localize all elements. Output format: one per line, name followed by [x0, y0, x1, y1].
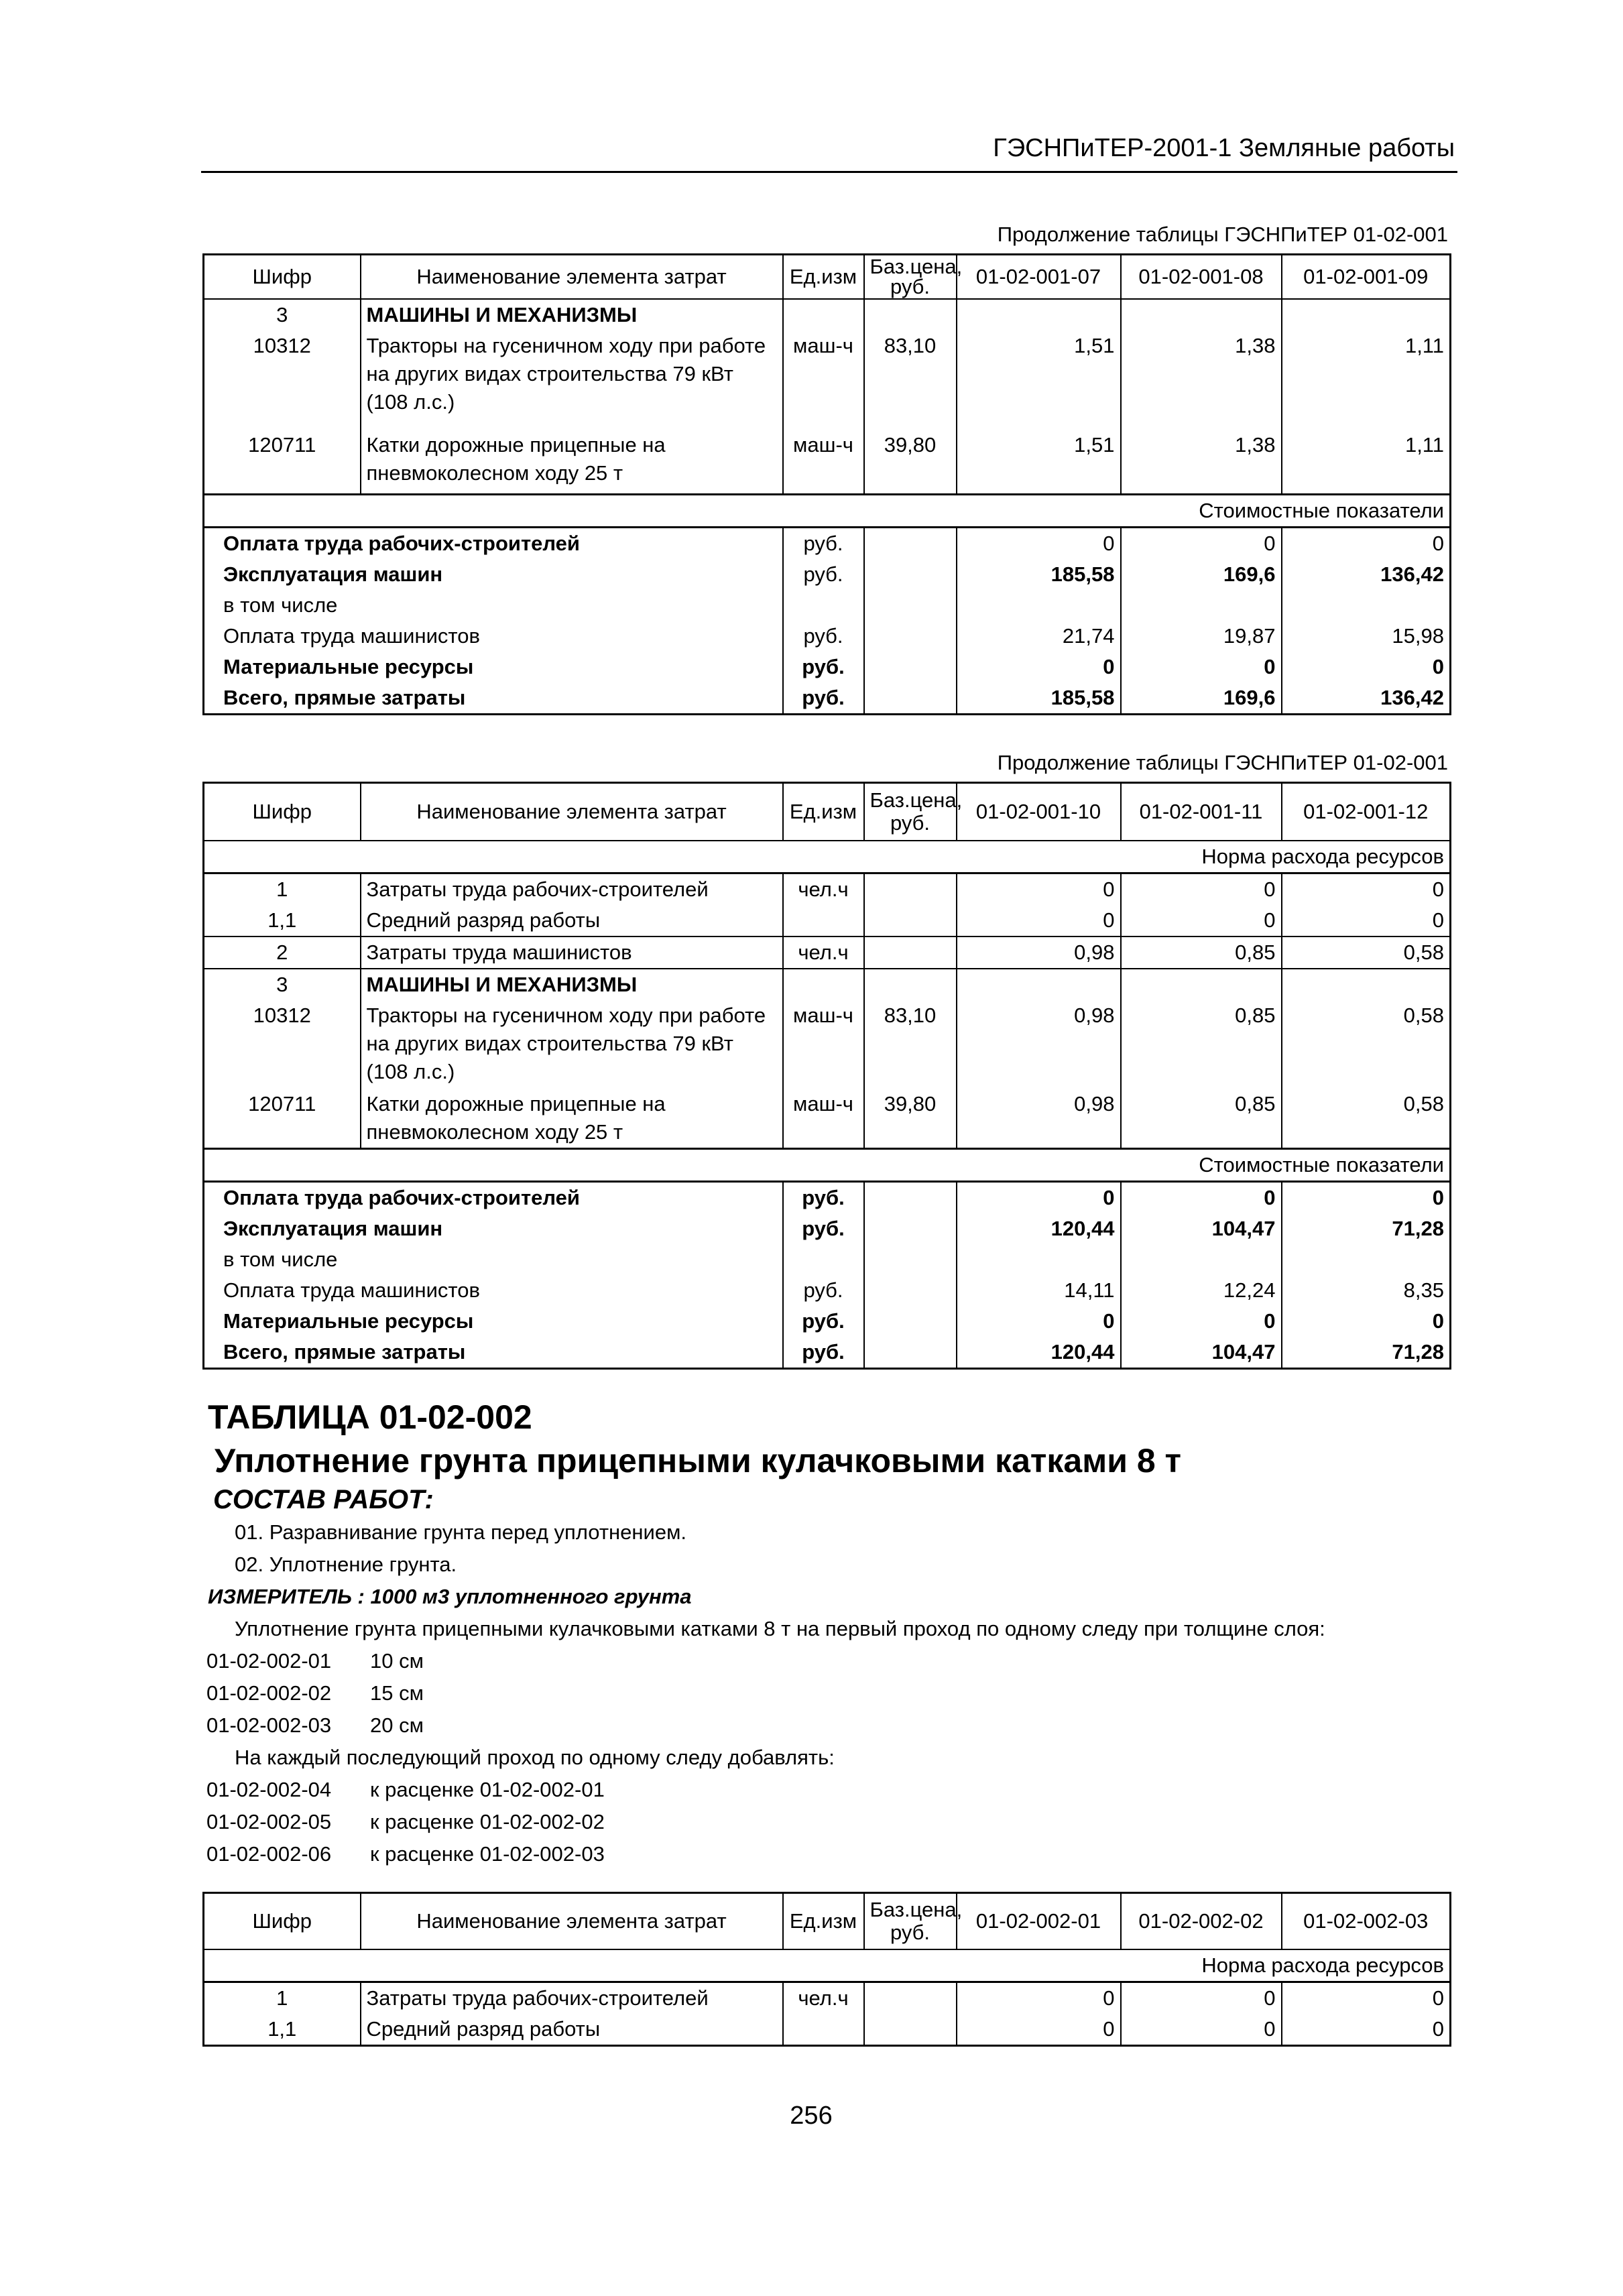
cost-value: 0	[1282, 527, 1451, 559]
cost-value	[1121, 1244, 1282, 1275]
row-code: 1	[204, 1982, 361, 2014]
row-unit	[783, 299, 864, 330]
table-row	[204, 1275, 1451, 1306]
row-value	[1121, 299, 1282, 330]
col-name-header: Наименование элемента затрат	[361, 1893, 783, 1949]
cost-name: Всего, прямые затраты	[223, 1339, 466, 1364]
table2	[202, 782, 1451, 1370]
cost-value: 136,42	[1380, 685, 1444, 709]
row-price	[864, 873, 957, 905]
table2-continuation: Продолжение таблицы ГЭСНПиТЕР 01-02-001	[997, 751, 1448, 774]
cost-unit	[783, 1244, 864, 1275]
row-value: 0,85	[1121, 936, 1282, 969]
cost-value	[957, 590, 1121, 621]
cost-value: 0	[957, 527, 1121, 559]
cost-value: 185,58	[957, 682, 1121, 715]
row-name: Тракторы на гусеничном ходу при работе на других видах строительства 79 кВт (108 л.с.)	[361, 1000, 783, 1089]
row-value: 1,51	[957, 430, 1121, 494]
norm-section-header: Норма расхода ресурсов	[204, 1949, 1451, 1982]
table-row	[204, 1244, 1451, 1275]
row-code: 3	[204, 299, 361, 330]
work-composition-heading: СОСТАВ РАБОТ:	[213, 1485, 434, 1514]
description: На каждый последующий проход по одному следу добавлять:	[235, 1746, 835, 1769]
item-text: к расценке 01-02-002-02	[370, 1810, 605, 1833]
cost-value: 0	[957, 1181, 1121, 1213]
col-price-header: Баз.цена, руб.	[864, 255, 957, 300]
row-name: Затраты труда машинистов	[361, 936, 783, 969]
table3	[202, 1892, 1451, 2047]
row-value: 0	[1121, 873, 1282, 905]
row-price	[864, 969, 957, 1000]
row-value: 0	[1121, 2014, 1282, 2046]
col-code-header: Шифр	[204, 255, 361, 300]
item-text: к расценке 01-02-002-01	[370, 1778, 605, 1801]
col-rate-header: 01-02-001-08	[1121, 255, 1282, 300]
row-code: 120711	[204, 1089, 361, 1149]
table-row	[204, 905, 1451, 936]
cost-name: Материальные ресурсы	[223, 1309, 474, 1333]
row-unit	[783, 969, 864, 1000]
cost-value: 12,24	[1121, 1275, 1282, 1306]
cost-value: 0	[1121, 652, 1282, 682]
table-row	[204, 559, 1451, 590]
col-name-header: Наименование элемента затрат	[361, 783, 783, 841]
table-row	[204, 936, 1451, 969]
row-value: 0,98	[957, 936, 1121, 969]
cost-value: 120,44	[957, 1337, 1121, 1369]
row-value: 0	[1121, 1982, 1282, 2014]
cost-name: Оплата труда машинистов	[223, 1278, 480, 1302]
col-price-header: Баз.цена, руб.	[864, 783, 957, 841]
row-value: 0	[1121, 905, 1282, 936]
cost-value: 21,74	[957, 621, 1121, 652]
row-value	[1282, 969, 1451, 1000]
cost-value: 71,28	[1392, 1216, 1444, 1240]
cost-value: 0	[1432, 1309, 1444, 1333]
cost-unit: руб.	[783, 1306, 864, 1337]
table-row	[204, 1089, 1451, 1149]
row-value: 0,58	[1282, 936, 1451, 969]
col-rate-header: 01-02-001-10	[957, 783, 1121, 841]
row-value: 0	[1432, 908, 1444, 932]
row-code: 2	[204, 936, 361, 969]
row-price	[864, 2014, 957, 2046]
table-row	[204, 1306, 1451, 1337]
item-text: 10 см	[370, 1649, 424, 1673]
row-price: 39,80	[864, 1089, 957, 1149]
row-name: Катки дорожные прицепные на пневмоколесном ходу 25 т	[361, 430, 783, 494]
table1	[202, 253, 1451, 715]
table-row	[204, 590, 1451, 621]
col-rate-header: 01-02-002-02	[1121, 1893, 1282, 1949]
table-row	[204, 969, 1451, 1000]
table-row	[204, 527, 1451, 559]
row-unit	[783, 2014, 864, 2046]
cost-value: 169,6	[1121, 682, 1282, 715]
cost-name: Материальные ресурсы	[223, 654, 474, 678]
cost-value	[1282, 1244, 1451, 1275]
row-value: 0	[1432, 2016, 1444, 2041]
table-row	[204, 1337, 1451, 1369]
row-code: 10312	[204, 1000, 361, 1089]
item-code: 01-02-002-02	[206, 1681, 332, 1705]
col-rate-header: 01-02-001-11	[1121, 783, 1282, 841]
row-value: 0,58	[1403, 1003, 1444, 1027]
col-rate-header: 01-02-001-12	[1282, 783, 1451, 841]
work-item: 01. Разравнивание грунта перед уплотнением.	[235, 1520, 686, 1544]
row-value	[1121, 969, 1282, 1000]
row-unit: маш-ч	[783, 1089, 864, 1149]
row-unit: чел.ч	[783, 1982, 864, 2014]
row-value: 0	[1432, 877, 1444, 901]
cost-unit: руб.	[783, 621, 864, 652]
cost-unit: руб.	[783, 559, 864, 590]
row-name: Средний разряд работы	[361, 905, 783, 936]
row-value: 0	[957, 905, 1121, 936]
cost-value: 15,98	[1392, 623, 1444, 648]
section-title: ТАБЛИЦА 01-02-002	[208, 1398, 532, 1436]
row-value	[1282, 299, 1451, 330]
row-price	[864, 905, 957, 936]
row-value: 0,98	[957, 1000, 1121, 1089]
section-subtitle: Уплотнение грунта прицепными кулачковыми катками 8 т	[215, 1442, 1182, 1479]
header-divider	[201, 171, 1457, 173]
cost-value: 136,42	[1380, 562, 1444, 586]
meter-line: ИЗМЕРИТЕЛЬ : 1000 м3 уплотненного грунта	[208, 1585, 692, 1608]
col-unit-header: Ед.изм	[783, 1893, 864, 1949]
cost-section-header: Стоимостные показатели	[204, 494, 1451, 527]
table-row	[204, 1000, 1451, 1089]
table-row	[204, 1982, 1451, 2014]
cost-value	[1121, 590, 1282, 621]
row-name: МАШИНЫ И МЕХАНИЗМЫ	[361, 969, 783, 1000]
cost-value: 14,11	[957, 1275, 1121, 1306]
col-rate-header: 01-02-001-07	[957, 255, 1121, 300]
row-value: 1,38	[1121, 330, 1282, 430]
cost-value	[957, 1244, 1121, 1275]
row-price	[864, 299, 957, 330]
cost-unit: руб.	[783, 682, 864, 715]
cost-name: Эксплуатация машин	[223, 1216, 443, 1240]
item-text: 20 см	[370, 1713, 424, 1737]
row-code: 1	[204, 873, 361, 905]
cost-unit: руб.	[783, 1213, 864, 1244]
row-unit: маш-ч	[783, 330, 864, 430]
table1-continuation: Продолжение таблицы ГЭСНПиТЕР 01-02-001	[997, 223, 1448, 246]
cost-value: 0	[1432, 1185, 1444, 1209]
row-value: 0,85	[1121, 1089, 1282, 1149]
row-value: 0	[957, 2014, 1121, 2046]
row-value: 0	[957, 873, 1121, 905]
row-value: 1,11	[1282, 430, 1451, 494]
cost-name: в том числе	[223, 593, 338, 617]
cost-value: 169,6	[1121, 559, 1282, 590]
row-value: 1,11	[1282, 330, 1451, 430]
cost-name: Оплата труда рабочих-строителей	[223, 1185, 580, 1209]
row-value	[957, 969, 1121, 1000]
col-code-header: Шифр	[204, 1893, 361, 1949]
norm-section-header: Норма расхода ресурсов	[204, 841, 1451, 873]
row-name: МАШИНЫ И МЕХАНИЗМЫ	[361, 299, 783, 330]
cost-value: 0	[957, 652, 1121, 682]
row-code: 10312	[204, 330, 361, 430]
table-row	[204, 621, 1451, 652]
col-rate-header: 01-02-002-01	[957, 1893, 1121, 1949]
item-code: 01-02-002-01	[206, 1649, 332, 1673]
cost-value: 104,47	[1121, 1213, 1282, 1244]
col-unit-header: Ед.изм	[783, 783, 864, 841]
cost-value: 8,35	[1403, 1278, 1444, 1302]
cost-value: 0	[957, 1306, 1121, 1337]
item-code: 01-02-002-05	[206, 1810, 332, 1833]
row-code: 3	[204, 969, 361, 1000]
row-name: Затраты труда рабочих-строителей	[361, 1982, 783, 2014]
col-code-header: Шифр	[204, 783, 361, 841]
item-text: к расценке 01-02-002-03	[370, 1842, 605, 1866]
row-name: Тракторы на гусеничном ходу при работе на других видах строительства 79 кВт (108 л.с.)	[361, 330, 783, 430]
col-price-header: Баз.цена, руб.	[864, 1893, 957, 1949]
item-code: 01-02-002-04	[206, 1778, 332, 1801]
table-row	[204, 330, 1451, 430]
table-row	[204, 2014, 1451, 2046]
row-value	[957, 299, 1121, 330]
row-value: 1,51	[957, 330, 1121, 430]
row-unit	[783, 905, 864, 936]
col-unit-header: Ед.изм	[783, 255, 864, 300]
row-code: 1,1	[204, 905, 361, 936]
row-unit: чел.ч	[783, 873, 864, 905]
cost-value: 0	[1121, 527, 1282, 559]
row-name: Затраты труда рабочих-строителей	[361, 873, 783, 905]
row-unit: чел.ч	[783, 936, 864, 969]
cost-unit: руб.	[783, 1275, 864, 1306]
row-name: Средний разряд работы	[361, 2014, 783, 2046]
row-unit: маш-ч	[783, 430, 864, 494]
table-row	[204, 873, 1451, 905]
row-value: 0	[957, 1982, 1121, 2014]
table-row	[204, 430, 1451, 494]
cost-name: Всего, прямые затраты	[223, 685, 466, 709]
cost-unit: руб.	[783, 652, 864, 682]
cost-value: 185,58	[957, 559, 1121, 590]
cost-name: Оплата труда рабочих-строителей	[204, 527, 783, 559]
item-code: 01-02-002-03	[206, 1713, 332, 1737]
cost-unit: руб.	[783, 527, 864, 559]
row-price	[864, 936, 957, 969]
row-value: 1,38	[1121, 430, 1282, 494]
item-code: 01-02-002-06	[206, 1842, 332, 1866]
row-value: 0	[1432, 1986, 1444, 2010]
cost-value	[1282, 590, 1451, 621]
cost-section-header: Стоимостные показатели	[204, 1148, 1451, 1181]
row-price: 39,80	[864, 430, 957, 494]
cost-value: 71,28	[1392, 1339, 1444, 1364]
description: Уплотнение грунта прицепными кулачковыми катками 8 т на первый проход по одному следу при толщине слоя:	[235, 1617, 1325, 1640]
cost-value: 0	[1121, 1306, 1282, 1337]
row-unit: маш-ч	[783, 1000, 864, 1089]
table-row	[204, 652, 1451, 682]
cost-value: 0	[1432, 654, 1444, 678]
cost-value: 104,47	[1121, 1337, 1282, 1369]
table-row	[204, 299, 1451, 330]
cost-value: 19,87	[1121, 621, 1282, 652]
page-number: 256	[790, 2102, 833, 2130]
table-row	[204, 1181, 1451, 1213]
row-value: 0,85	[1121, 1000, 1282, 1089]
cost-value: 120,44	[957, 1213, 1121, 1244]
table-row	[204, 682, 1451, 715]
col-name-header: Наименование элемента затрат	[361, 255, 783, 300]
row-code: 120711	[204, 430, 361, 494]
cost-unit: руб.	[783, 1337, 864, 1369]
cost-name: в том числе	[223, 1247, 338, 1271]
row-price: 83,10	[864, 330, 957, 430]
row-name: Катки дорожные прицепные на пневмоколесном ходу 25 т	[361, 1089, 783, 1149]
cost-name: Эксплуатация машин	[223, 562, 443, 586]
cost-value: 0	[1121, 1181, 1282, 1213]
col-rate-header: 01-02-001-09	[1282, 255, 1451, 300]
cost-name: Оплата труда машинистов	[223, 623, 480, 648]
item-text: 15 см	[370, 1681, 424, 1705]
cost-unit: руб.	[783, 1181, 864, 1213]
row-value: 0,98	[957, 1089, 1121, 1149]
table-row	[204, 1213, 1451, 1244]
work-item: 02. Уплотнение грунта.	[235, 1553, 457, 1576]
row-code: 1,1	[204, 2014, 361, 2046]
row-price	[864, 1982, 957, 2014]
row-value: 0,58	[1403, 1091, 1444, 1115]
row-price: 83,10	[864, 1000, 957, 1089]
cost-unit	[783, 590, 864, 621]
col-rate-header: 01-02-002-03	[1282, 1893, 1451, 1949]
page-header: ГЭСНПиТЕР-2001-1 Земляные работы	[993, 134, 1455, 162]
